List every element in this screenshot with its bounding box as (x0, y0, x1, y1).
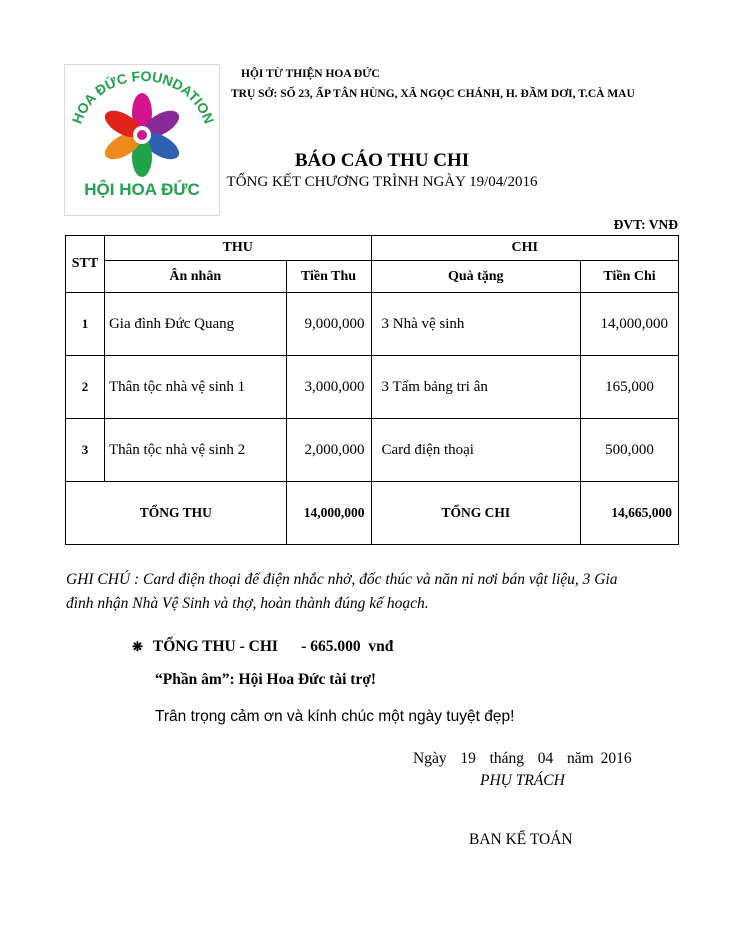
row-income: 2,000,000 (286, 419, 371, 482)
table-header-row-1 (66, 236, 679, 261)
income-header: Tiền Thu (286, 261, 371, 293)
row-gift: 3 Nhà vệ sinh (371, 293, 581, 356)
gift-header: Quà tặng (371, 261, 581, 293)
row-gift: Card điện thoại (371, 419, 581, 482)
totals-row (66, 482, 679, 545)
income-expense-table (65, 235, 679, 545)
balance-text: TỔNG THU - CHI - 665.000 vnđ (152, 638, 394, 655)
currency-unit: ĐVT: VNĐ (613, 217, 678, 232)
row-income: 3,000,000 (286, 356, 371, 419)
thu-header: THU (104, 236, 371, 261)
report-subtitle: TỔNG KẾT CHƯƠNG TRÌNH NGÀY 19/04/2016 (226, 174, 538, 190)
sponsor-note: “Phần âm”: Hội Hoa Đức tài trợ! (155, 671, 377, 688)
row-expense: 14,000,000 (581, 293, 679, 356)
row-donor: Thân tộc nhà vệ sinh 1 (104, 356, 286, 419)
signature-date: Ngày 19 tháng 04 năm 2016 (413, 750, 632, 767)
row-donor: Gia đình Đức Quang (104, 293, 286, 356)
table-row (66, 293, 679, 356)
logo-graphic (65, 65, 219, 215)
row-gift: 3 Tấm bảng tri ân (371, 356, 581, 419)
note-block (66, 568, 686, 616)
row-income: 9,000,000 (286, 293, 371, 356)
balance-summary (132, 638, 393, 656)
accountant-label: BAN KẾ TOÁN (469, 831, 573, 848)
org-name: HỘI TỪ THIỆN HOA ĐỨC (241, 68, 380, 80)
row-expense: 165,000 (581, 356, 679, 419)
row-expense: 500,000 (581, 419, 679, 482)
row-stt: 3 (66, 419, 105, 482)
total-expense-value: 14,665,000 (581, 482, 679, 545)
note-line-1: GHI CHÚ : Card điện thoại để điện nhắc nhở, đốc thúc và năn nỉ nơi bán vật liệu, 3 Gia (66, 571, 618, 588)
table-header-row-2 (66, 261, 679, 293)
report-title: BÁO CÁO THU CHI (294, 150, 470, 171)
stt-header: STT (66, 236, 105, 293)
total-expense-label: TỔNG CHI (371, 482, 581, 545)
total-income-value: 14,000,000 (286, 482, 371, 545)
chi-header: CHI (371, 236, 679, 261)
total-income-label: TỔNG THU (66, 482, 287, 545)
logo-bottom-text: HỘI HOA ĐỨC (84, 180, 200, 199)
logo-arc-textpath: HOA ĐỨC FOUNDATION (68, 67, 218, 126)
foundation-logo (64, 64, 220, 216)
row-stt: 2 (66, 356, 105, 419)
in-charge-label: PHỤ TRÁCH (480, 772, 565, 789)
expense-header: Tiền Chi (581, 261, 679, 293)
note-line-2: đình nhận Nhà Vệ Sinh và thợ, hoàn thành đúng kế hoạch. (66, 595, 429, 612)
row-stt: 1 (66, 293, 105, 356)
thanks-message: Trân trọng cảm ơn và kính chúc một ngày tuyệt đẹp! (155, 708, 515, 725)
org-address: TRỤ SỞ: SỐ 23, ẤP TÂN HÙNG, XÃ NGỌC CHÁNH, H. ĐẦM DƠI, T.CÀ MAU (231, 88, 635, 100)
table-row (66, 356, 679, 419)
row-donor: Thân tộc nhà vệ sinh 2 (104, 419, 286, 482)
asterisk-bullet-icon: ❋ (132, 639, 143, 654)
table-row (66, 419, 679, 482)
donor-header: Ân nhân (104, 261, 286, 293)
